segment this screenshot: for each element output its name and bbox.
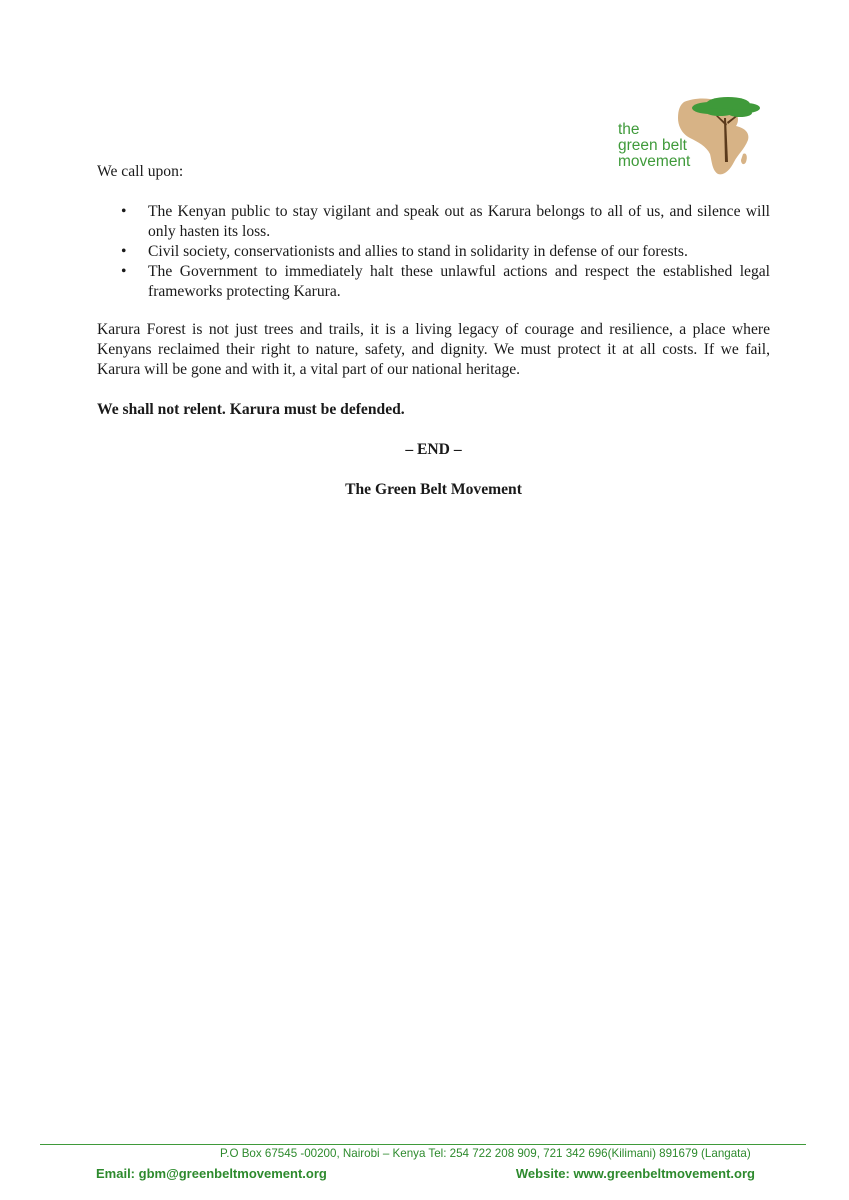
call-list: [97, 202, 770, 302]
bullet-icon: •: [121, 263, 127, 280]
logo-line-the: the: [618, 121, 640, 138]
list-item: [97, 202, 770, 242]
intro-line: We call upon:: [97, 163, 184, 180]
list-item-text: The Kenyan public to stay vigilant and speak out as Karura belongs to all of us, and silence will only hasten its loss.: [148, 203, 770, 240]
bold-statement: We shall not relent. Karura must be defended.: [97, 401, 405, 418]
bullet-icon: •: [121, 203, 127, 220]
bullet-icon: •: [121, 243, 127, 260]
footer-divider: [40, 1144, 806, 1145]
list-item-text: Civil society, conservationists and allies to stand in solidarity in defense of our forests.: [148, 243, 688, 260]
list-item-text: The Government to immediately halt these unlawful actions and respect the established legal frameworks protecting Karura.: [148, 263, 770, 300]
karura-paragraph: Karura Forest is not just trees and trails, it is a living legacy of courage and resilience, a place where Kenyans reclaimed their right to nature, safety, and dignity. We must protect it at all costs. If we fail, Karura will be gone and with it, a vital part of our national heritage.: [97, 321, 770, 378]
footer-address: P.O Box 67545 -00200, Nairobi – Kenya Tel: 254 722 208 909, 721 342 696(Kilimani) 891679 (Langata): [220, 1147, 751, 1160]
list-item: [97, 242, 770, 262]
signature: The Green Belt Movement: [345, 481, 522, 498]
footer-website[interactable]: Website: www.greenbeltmovement.org: [515, 1166, 755, 1181]
logo-wordmark: [618, 122, 690, 170]
list-item: [97, 262, 770, 302]
green-belt-movement-logo: [606, 92, 766, 178]
logo-line-green-belt: green belt: [618, 137, 687, 154]
end-marker: – END –: [405, 441, 462, 458]
logo-line-movement: movement: [618, 153, 691, 170]
footer-email[interactable]: Email: gbm@greenbeltmovement.org: [96, 1166, 327, 1181]
